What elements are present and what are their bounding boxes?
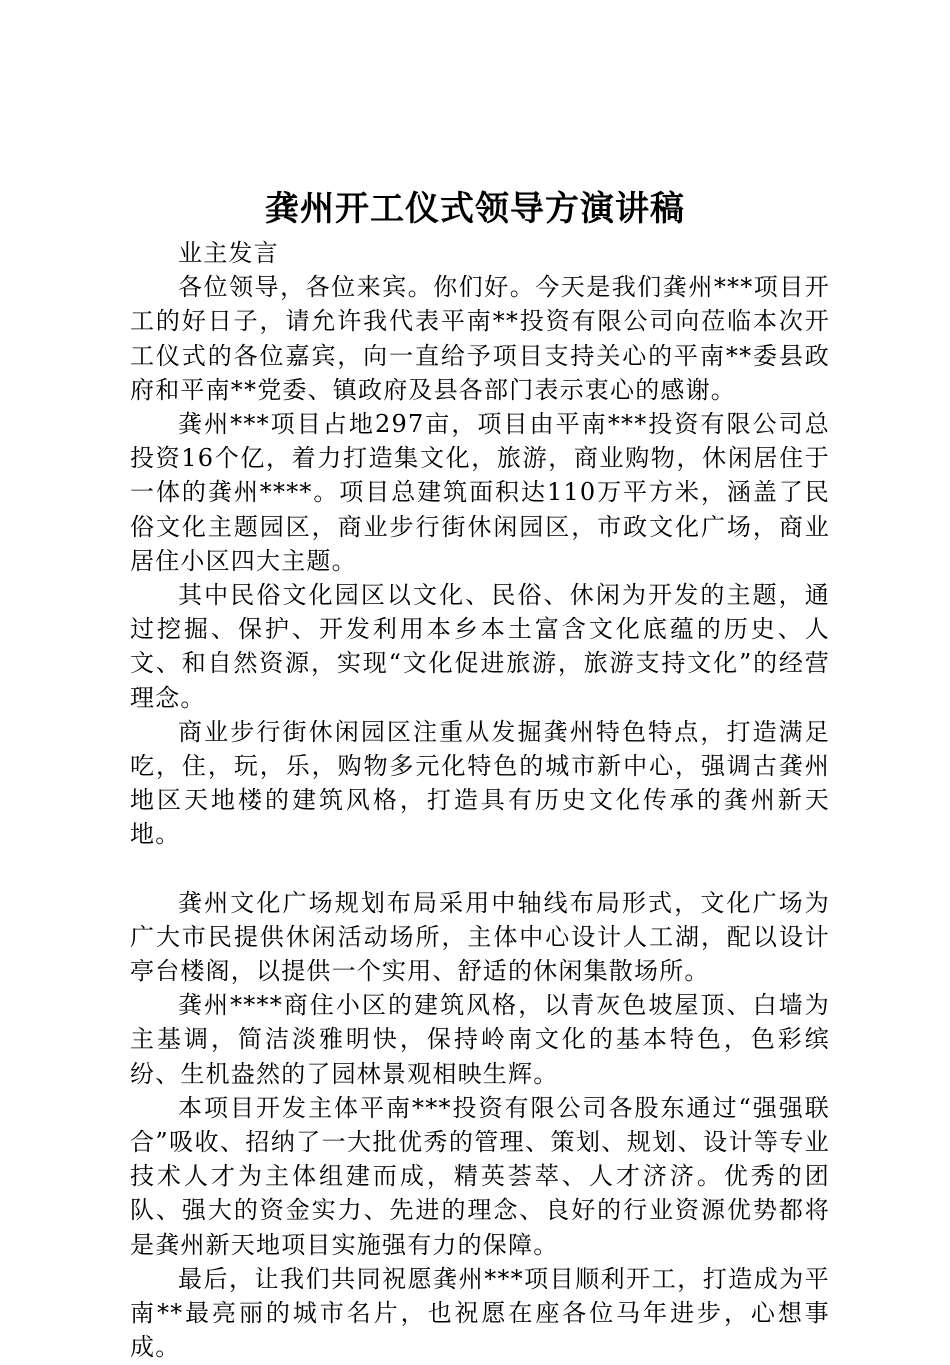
paragraph-pedestrian-street: 商业步行街休闲园区注重从发掘龚州特色特点，打造满足吃，住，玩，乐，购物多元化特色的城市新中心，强调古龚州地区天地楼的建筑风格，打造具有历史文化传承的龚州新天地。 bbox=[130, 717, 830, 849]
paragraph-greeting: 各位领导，各位来宾。你们好。今天是我们龚州***项目开工的好日子，请允许我代表平南**投资有限公司向莅临本次开工仪式的各位嘉宾，向一直给予项目支持关心的平南**委县政府和平南**党委、镇政府及县各部门表示衷心的感谢。 bbox=[130, 273, 830, 404]
document-title: 龚州开工仪式领导方演讲稿 bbox=[265, 189, 685, 229]
paragraph-folk-culture-park: 其中民俗文化园区以文化、民俗、休闲为开发的主题，通过挖掘、保护、开发利用本乡本土富含文化底蕴的历史、人文、和自然资源，实现“文化促进旅游，旅游支持文化”的经营理念。 bbox=[130, 581, 830, 712]
paragraph-project-overview: 龚州***项目占地297亩，项目由平南***投资有限公司总投资16个亿，着力打造集文化，旅游，商业购物，休闲居住于一体的龚州****。项目总建筑面积达110万平方米，涵盖了民俗文化主题园区，商业步行街休闲园区，市政文化广场，商业居住小区四大主题。 bbox=[130, 410, 830, 575]
paragraph-speaker: 业主发言 bbox=[178, 239, 279, 267]
document-body bbox=[130, 236, 830, 1365]
paragraph-developer: 本项目开发主体平南***投资有限公司各股东通过“强强联合”吸收、招纳了一大批优秀的管理、策划、规划、设计等专业技术人才为主体组建而成，精英荟萃、人才济济。优秀的团队、强大的资金实力、先进的理念、良好的行业资源优势都将是龚州新天地项目实施强有力的保障。 bbox=[130, 1093, 830, 1259]
paragraph-residential-area: 龚州****商住小区的建筑风格，以青灰色坡屋顶、白墙为主基调，简洁淡雅明快，保持岭南文化的基本特色，色彩缤纷、生机盎然的了园林景观相映生辉。 bbox=[130, 991, 830, 1088]
paragraph-culture-square: 龚州文化广场规划布局采用中轴线布局形式，文化广场为广大市民提供休闲活动场所，主体中心设计人工湖，配以设计亭台楼阁，以提供一个实用、舒适的休闲集散场所。 bbox=[130, 888, 830, 986]
paragraph-closing: 最后，让我们共同祝愿龚州***项目顺利开工，打造成为平南**最亮丽的城市名片，也祝愿在座各位马年进步，心想事成。 bbox=[130, 1264, 830, 1362]
